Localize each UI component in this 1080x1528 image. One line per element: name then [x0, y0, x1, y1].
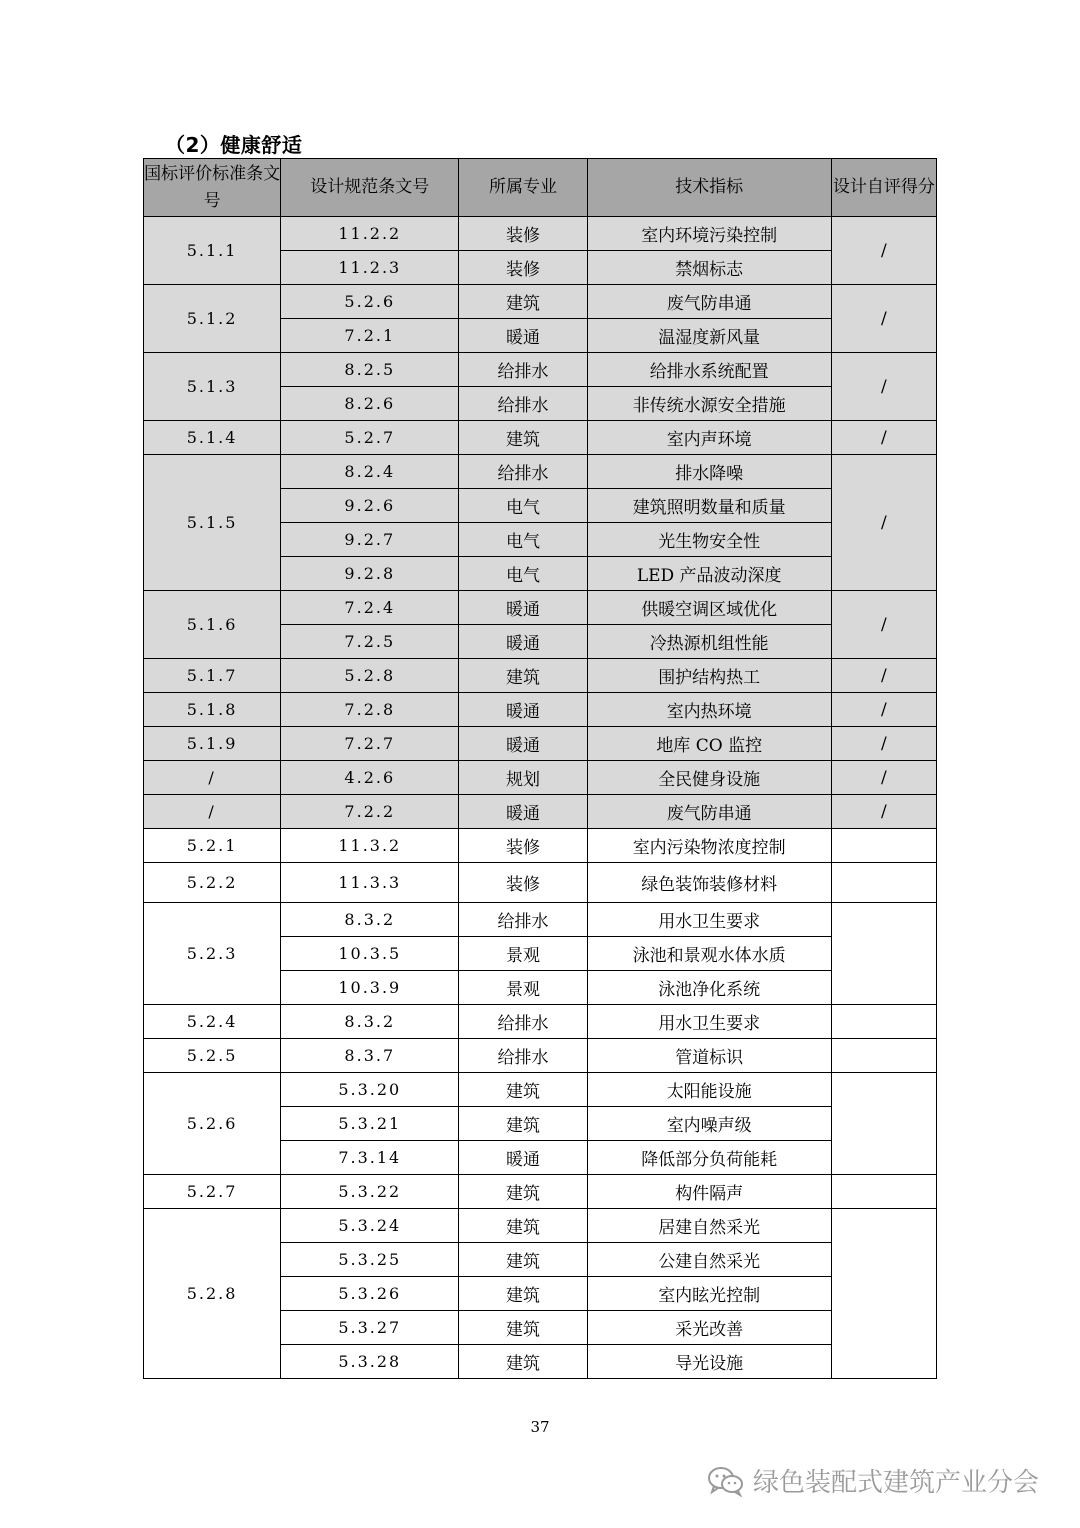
design-code-cell: 10.3.9: [281, 971, 459, 1005]
header-discipline: 所属专业: [459, 159, 587, 217]
discipline-cell: 给排水: [459, 387, 587, 421]
table-row: [144, 903, 937, 937]
discipline-cell: 景观: [459, 971, 587, 1005]
design-code-cell: 7.2.2: [281, 795, 459, 829]
score-cell: /: [831, 455, 936, 591]
table-row: [144, 1039, 937, 1073]
indicator-cell: 绿色装饰装修材料: [587, 863, 831, 903]
indicator-cell: 全民健身设施: [587, 761, 831, 795]
discipline-cell: 建筑: [459, 1073, 587, 1107]
indicator-cell: 太阳能设施: [587, 1073, 831, 1107]
standard-clause-cell: 5.1.9: [144, 727, 281, 761]
standard-clause-cell: 5.2.5: [144, 1039, 281, 1073]
indicator-cell: 室内眩光控制: [587, 1277, 831, 1311]
standard-clause-cell: /: [144, 761, 281, 795]
table-row: [144, 1005, 937, 1039]
design-code-cell: 5.3.21: [281, 1107, 459, 1141]
table-row: [144, 795, 937, 829]
standard-clause-cell: 5.1.3: [144, 353, 281, 421]
standard-clause-cell: 5.2.4: [144, 1005, 281, 1039]
design-code-cell: 5.2.8: [281, 659, 459, 693]
design-code-cell: 8.2.6: [281, 387, 459, 421]
discipline-cell: 建筑: [459, 285, 587, 319]
discipline-cell: 暖通: [459, 693, 587, 727]
wechat-icon: [707, 1465, 745, 1497]
discipline-cell: 景观: [459, 937, 587, 971]
standard-clause-cell: 5.2.8: [144, 1209, 281, 1379]
indicator-cell: 供暖空调区域优化: [587, 591, 831, 625]
discipline-cell: 给排水: [459, 455, 587, 489]
design-code-cell: 5.2.7: [281, 421, 459, 455]
table-row: [144, 455, 937, 489]
header-design-code-clause: 设计规范条文号: [281, 159, 459, 217]
discipline-cell: 暖通: [459, 625, 587, 659]
score-cell: [831, 903, 936, 1005]
score-cell: [831, 1005, 936, 1039]
table-row: [144, 1073, 937, 1107]
design-code-cell: 7.2.7: [281, 727, 459, 761]
discipline-cell: 建筑: [459, 659, 587, 693]
indicator-cell: 泳池净化系统: [587, 971, 831, 1005]
indicator-cell: 构件隔声: [587, 1175, 831, 1209]
score-cell: /: [831, 727, 936, 761]
design-code-cell: 5.3.26: [281, 1277, 459, 1311]
standard-clause-cell: 5.2.1: [144, 829, 281, 863]
standard-clause-cell: 5.1.5: [144, 455, 281, 591]
discipline-cell: 装修: [459, 829, 587, 863]
spec-table: [143, 158, 937, 1379]
standard-clause-cell: 5.2.7: [144, 1175, 281, 1209]
discipline-cell: 建筑: [459, 1209, 587, 1243]
indicator-cell: 室内声环境: [587, 421, 831, 455]
table-row: [144, 1209, 937, 1243]
indicator-cell: 居建自然采光: [587, 1209, 831, 1243]
indicator-cell: 导光设施: [587, 1345, 831, 1379]
indicator-cell: 室内污染物浓度控制: [587, 829, 831, 863]
discipline-cell: 暖通: [459, 727, 587, 761]
design-code-cell: 8.3.7: [281, 1039, 459, 1073]
standard-clause-cell: 5.1.8: [144, 693, 281, 727]
indicator-cell: LED 产品波动深度: [587, 557, 831, 591]
table-row: [144, 353, 937, 387]
discipline-cell: 给排水: [459, 1005, 587, 1039]
design-code-cell: 11.2.3: [281, 251, 459, 285]
table-row: [144, 761, 937, 795]
design-code-cell: 8.2.5: [281, 353, 459, 387]
discipline-cell: 暖通: [459, 795, 587, 829]
indicator-cell: 废气防串通: [587, 795, 831, 829]
indicator-cell: 温湿度新风量: [587, 319, 831, 353]
standard-clause-cell: 5.1.6: [144, 591, 281, 659]
score-cell: /: [831, 761, 936, 795]
design-code-cell: 4.2.6: [281, 761, 459, 795]
design-code-cell: 7.2.1: [281, 319, 459, 353]
table-row: [144, 863, 937, 903]
design-code-cell: 5.2.6: [281, 285, 459, 319]
indicator-cell: 管道标识: [587, 1039, 831, 1073]
discipline-cell: 电气: [459, 523, 587, 557]
discipline-cell: 装修: [459, 251, 587, 285]
indicator-cell: 用水卫生要求: [587, 903, 831, 937]
standard-clause-cell: 5.1.2: [144, 285, 281, 353]
header-standard-clause: 国标评价标准条文号: [144, 159, 281, 217]
indicator-cell: 给排水系统配置: [587, 353, 831, 387]
score-cell: /: [831, 353, 936, 421]
standard-clause-cell: 5.1.7: [144, 659, 281, 693]
standard-clause-cell: 5.2.3: [144, 903, 281, 1005]
indicator-cell: 建筑照明数量和质量: [587, 489, 831, 523]
design-code-cell: 5.3.28: [281, 1345, 459, 1379]
score-cell: /: [831, 217, 936, 285]
discipline-cell: 电气: [459, 557, 587, 591]
page-number: 37: [530, 1418, 550, 1436]
discipline-cell: 给排水: [459, 1039, 587, 1073]
score-cell: /: [831, 659, 936, 693]
indicator-cell: 废气防串通: [587, 285, 831, 319]
standard-clause-cell: 5.1.4: [144, 421, 281, 455]
table-row: [144, 829, 937, 863]
score-cell: /: [831, 421, 936, 455]
design-code-cell: 5.3.24: [281, 1209, 459, 1243]
score-cell: /: [831, 795, 936, 829]
design-code-cell: 7.2.4: [281, 591, 459, 625]
table-row: [144, 217, 937, 251]
design-code-cell: 7.2.5: [281, 625, 459, 659]
table-row: [144, 421, 937, 455]
indicator-cell: 采光改善: [587, 1311, 831, 1345]
indicator-cell: 排水降噪: [587, 455, 831, 489]
indicator-cell: 室内噪声级: [587, 1107, 831, 1141]
indicator-cell: 公建自然采光: [587, 1243, 831, 1277]
discipline-cell: 给排水: [459, 903, 587, 937]
indicator-cell: 室内环境污染控制: [587, 217, 831, 251]
indicator-cell: 降低部分负荷能耗: [587, 1141, 831, 1175]
design-code-cell: 5.3.20: [281, 1073, 459, 1107]
discipline-cell: 建筑: [459, 1243, 587, 1277]
design-code-cell: 9.2.7: [281, 523, 459, 557]
discipline-cell: 装修: [459, 863, 587, 903]
design-code-cell: 9.2.8: [281, 557, 459, 591]
discipline-cell: 建筑: [459, 1311, 587, 1345]
discipline-cell: 建筑: [459, 1345, 587, 1379]
score-cell: [831, 863, 936, 903]
table-row: [144, 285, 937, 319]
indicator-cell: 围护结构热工: [587, 659, 831, 693]
table-row: [144, 727, 937, 761]
score-cell: /: [831, 591, 936, 659]
watermark: [707, 1462, 1039, 1499]
discipline-cell: 规划: [459, 761, 587, 795]
discipline-cell: 暖通: [459, 319, 587, 353]
indicator-cell: 泳池和景观水体水质: [587, 937, 831, 971]
discipline-cell: 建筑: [459, 1107, 587, 1141]
indicator-cell: 光生物安全性: [587, 523, 831, 557]
standard-clause-cell: /: [144, 795, 281, 829]
score-cell: /: [831, 285, 936, 353]
score-cell: [831, 1073, 936, 1175]
discipline-cell: 给排水: [459, 353, 587, 387]
section-title: （2）健康舒适: [165, 133, 303, 157]
design-code-cell: 10.3.5: [281, 937, 459, 971]
discipline-cell: 暖通: [459, 591, 587, 625]
indicator-cell: 室内热环境: [587, 693, 831, 727]
table-header-row: [144, 159, 937, 217]
score-cell: /: [831, 693, 936, 727]
design-code-cell: 5.3.22: [281, 1175, 459, 1209]
indicator-cell: 用水卫生要求: [587, 1005, 831, 1039]
table-row: [144, 1175, 937, 1209]
indicator-cell: 地库 CO 监控: [587, 727, 831, 761]
indicator-cell: 禁烟标志: [587, 251, 831, 285]
design-code-cell: 8.2.4: [281, 455, 459, 489]
design-code-cell: 8.3.2: [281, 903, 459, 937]
standard-clause-cell: 5.1.1: [144, 217, 281, 285]
discipline-cell: 电气: [459, 489, 587, 523]
discipline-cell: 建筑: [459, 421, 587, 455]
standard-clause-cell: 5.2.2: [144, 863, 281, 903]
score-cell: [831, 829, 936, 863]
design-code-cell: 11.3.3: [281, 863, 459, 903]
watermark-text: 绿色装配式建筑产业分会: [753, 1468, 1040, 1498]
design-code-cell: 9.2.6: [281, 489, 459, 523]
indicator-cell: 冷热源机组性能: [587, 625, 831, 659]
header-self-score: 设计自评得分: [831, 159, 936, 217]
table-row: [144, 693, 937, 727]
design-code-cell: 7.2.8: [281, 693, 459, 727]
indicator-cell: 非传统水源安全措施: [587, 387, 831, 421]
design-code-cell: 5.3.25: [281, 1243, 459, 1277]
score-cell: [831, 1209, 936, 1379]
standard-clause-cell: 5.2.6: [144, 1073, 281, 1175]
discipline-cell: 暖通: [459, 1141, 587, 1175]
design-code-cell: 11.3.2: [281, 829, 459, 863]
table-row: [144, 659, 937, 693]
discipline-cell: 建筑: [459, 1277, 587, 1311]
discipline-cell: 装修: [459, 217, 587, 251]
design-code-cell: 7.3.14: [281, 1141, 459, 1175]
design-code-cell: 5.3.27: [281, 1311, 459, 1345]
design-code-cell: 8.3.2: [281, 1005, 459, 1039]
header-technical-indicator: 技术指标: [587, 159, 831, 217]
discipline-cell: 建筑: [459, 1175, 587, 1209]
score-cell: [831, 1039, 936, 1073]
table-row: [144, 591, 937, 625]
design-code-cell: 11.2.2: [281, 217, 459, 251]
score-cell: [831, 1175, 936, 1209]
